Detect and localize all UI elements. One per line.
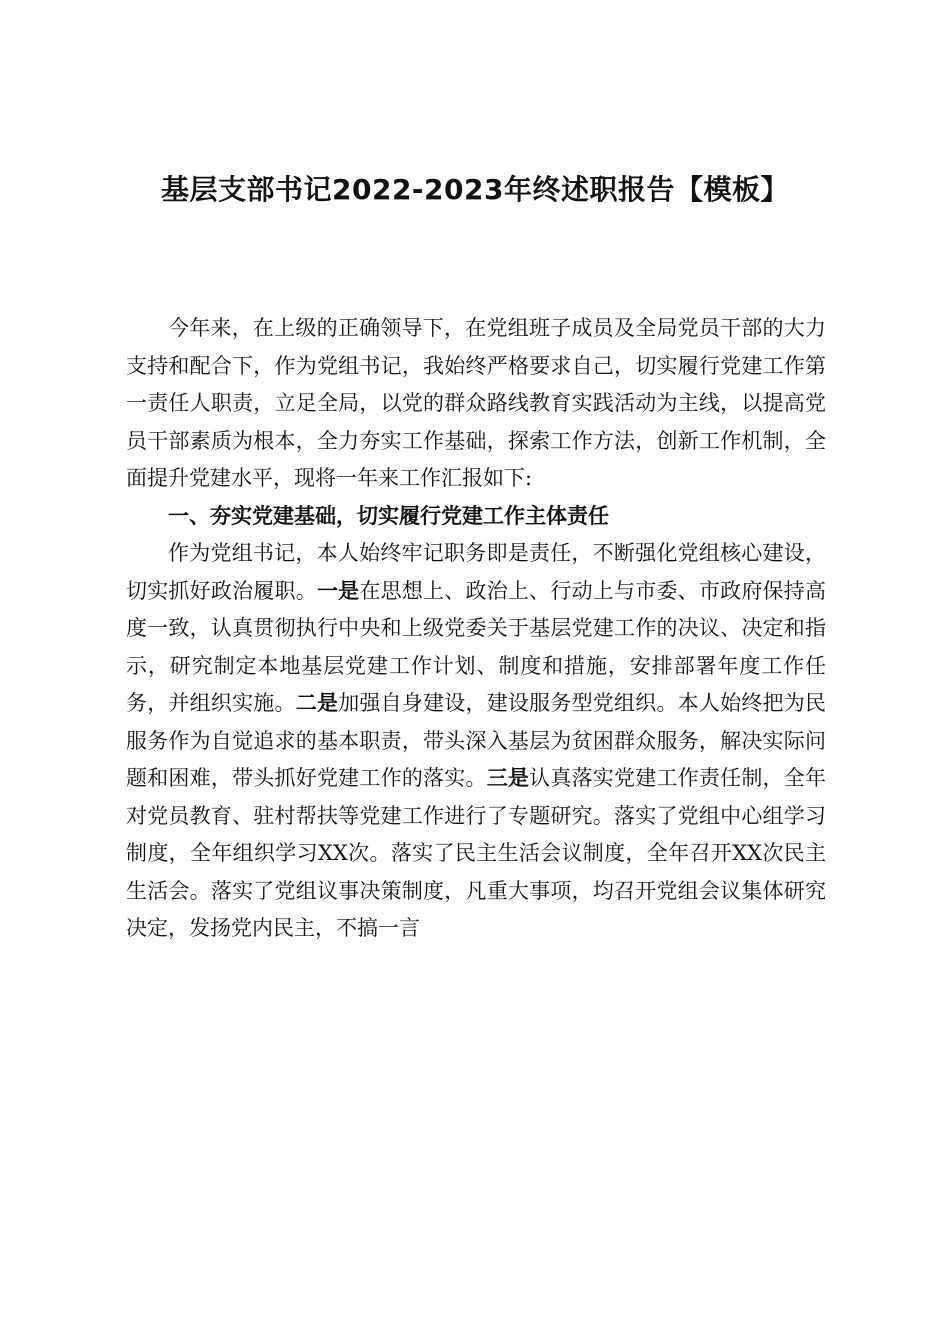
point-marker-three: 三是: [486, 766, 530, 790]
point-marker-one: 一是: [316, 578, 360, 603]
paragraph-text: 作为党组书记，本人始终牢记职务即是责任，不断强化党组核心建设，切实抓好政治履职。: [126, 541, 826, 603]
section-heading: 一、夯实党建基础，切实履行党建工作主体责任: [168, 503, 609, 528]
intro-paragraph: 今年来，在上级的正确领导下，在党组班子成员及全局党员干部的大力支持和配合下，作为党组书记，我始终严格要求自己，切实履行党建工作第一责任人职责，立足全局，以党的群众路线教育实践活动为主线，以提高党员干部素质为根本，全力夯实工作基础，探索工作方法，创新工作机制，全面提升党建水平，现将一年来工作汇报如下:: [126, 316, 826, 490]
document-body: [126, 310, 826, 948]
paragraph-text: 认真落实党建工作责任制，全年对党员教育、驻村帮扶等党建工作进行了专题研究。落实了党组中心组学习制度，全年组织学习XX次。落实了民主生活会议制度，全年召开XX次民主生活会。落实了党组议事决策制度，凡重大事项，均召开党组会议集体研究决定，发扬党内民主，不搞一言: [126, 766, 826, 940]
point-marker-two: 二是: [295, 691, 339, 715]
paragraph-text: 加强自身建设，建设服务型党组织。本人始终把为民服务作为自觉追求的基本职责，带头深入基层为贫困群众服务，解决实际问题和困难，带头抓好党建工作的落实。: [126, 691, 826, 790]
paragraph-text: 在思想上、政治上、行动上与市委、市政府保持高度一致，认真贯彻执行中央和上级党委关于基层党建工作的决议、决定和指示，研究制定本地基层党建工作计划、制度和措施，安排部署年度工作任务，并组织实施。: [126, 578, 826, 715]
section-paragraph: [126, 535, 826, 948]
document-title: 基层支部书记2022-2023年终述职报告【模板】: [161, 173, 789, 206]
